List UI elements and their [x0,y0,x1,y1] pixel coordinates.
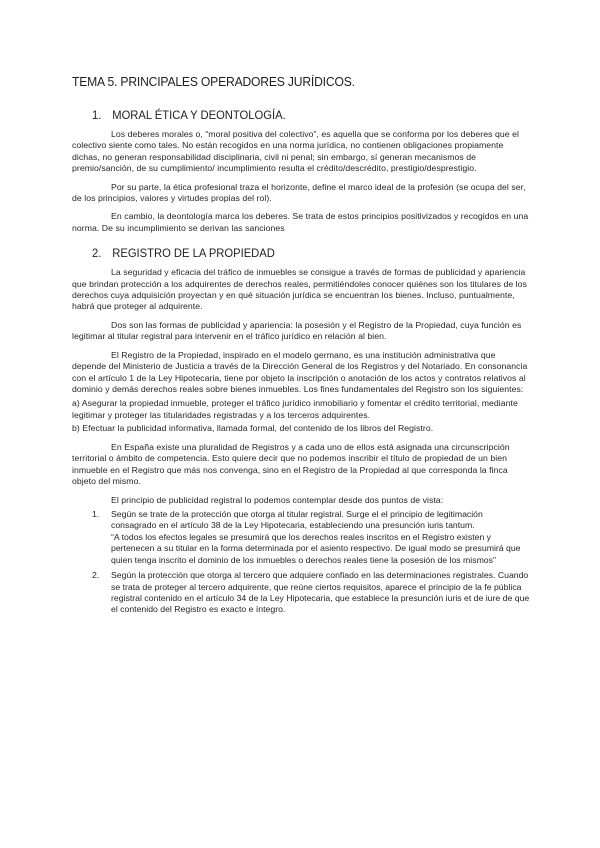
paragraph: En cambio, la deontología marca los deberes. Se trata de estos principios positivizados y recogidos en una norma. De su incumplimiento se derivan las sanciones [72,211,529,233]
list-item-number: 1. [92,509,100,520]
list-item-quote: “A todos los efectos legales se presumirá que los derechos reales inscritos en el Registro existen y pertenecen a su titular en la forma determinada por el asiento respectivo. De igual modo se presumirá que quien tenga inscrito el dominio de los inmuebles o derechos reales tiene la posesión de los mismos” [111,531,521,565]
paragraph: El principio de publicidad registral lo podemos contemplar desde dos puntos de vista: [111,494,444,505]
paragraph: Por su parte, la ética profesional traza el horizonte, define el marco ideal de la profesión (se ocupa del ser, de los principios, valores y virtudes propias del rol). [72,181,526,204]
section-moral-etica [72,108,530,234]
section-heading-text: MORAL ÉTICA Y DEONTOLOGÍA. [112,108,286,122]
paragraph: En España existe una pluralidad de Registros y a cada uno de ellos está asignada una circunscripción territorial o ámbito de competencia. Esto quiere decir que no podemos inscribir el título de propiedad de un bien inmueble en el Registro que más nos convenga, sino en el Registro de la Propiedad al que corresponda la finca objeto del mismo. [72,442,510,487]
section-heading-text: REGISTRO DE LA PROPIEDAD [112,246,275,261]
aim-item: b) Efectuar la publicidad informativa, llamada formal, del contenido de los libros del Registro. [72,422,434,433]
paragraph: La seguridad y eficacia del tráfico de inmuebles se consigue a través de formas de publicidad y apariencia que brindan protección a los adquirentes de derechos reales, permitiéndoles conocer quiénes son los titulares de los derechos cuya adquisición proyectan y en qué situación jurídica se encuentran los bienes. Incluso, puntualmente, habrá que proteger al adquirente. [72,267,527,312]
list-item [72,570,530,616]
list-item-text: Según la protección que otorga al tercero que adquiere confiado en las determinaciones registrales. Cuando se trata de proteger al tercero adquirente, que reúne ciertos requisitos, aparece el principio de la fe pública registral contenido en el artículo 34 de la Ley Hipotecaria, que establece la presunción iuris et de iure de que el contenido del Registro es exacto e íntegro. [111,570,530,615]
section-heading [92,246,495,261]
paragraph: Los deberes morales o, “moral positiva del colectivo”, es aquella que se conforma por los deberes que el colectivo siente como tales. No están recogidos en una norma jurídica, no contienen obligaciones propiamente dichas, no generan responsabilidad disciplinaria, civil ni penal; sin embargo, sí generan mecanismos de premio/sanción, de su cumplimiento/ incumplimiento resulta el crédito/descrédito, prestigio/desprestigio. [72,129,519,174]
section-heading [92,108,495,123]
section-registro-propiedad [72,246,530,615]
numbered-list [72,509,530,616]
section-number: 2. [92,246,102,261]
section-number: 1. [92,108,102,122]
list-item-text: Según se trate de la protección que otorga al titular registral. Surge el el principio de legitimación consagrado en el artículo 38 de la Ley Hipotecaria, estableciendo una presunción iuris tantum. [111,509,483,531]
aim-item: a) Asegurar la propiedad inmueble, proteger el tráfico jurídico inmobiliario y fomentar el crédito territorial, mediante legitimar y proteger las titularidades registradas y a los terceros adquirentes. [72,398,518,420]
list-item-number: 2. [92,570,100,581]
document-title: TEMA 5. PRINCIPALES OPERADORES JURÍDICOS. [72,74,355,89]
paragraph: El Registro de la Propiedad, inspirado en el modelo germano, es una institución administrativa que depende del Ministerio de Justicia a través de la Dirección General de los Registros y del Notariado. En consonancia con el artículo 1 de la Ley Hipotecaria, tiene por objeto la inscripción o anotación de los actos y contratos relativos al dominio y demás derechos reales sobre bienes inmuebles. Los fines fundamentales del Registro son los siguientes: [72,349,528,394]
list-item [72,509,530,566]
paragraph: Dos son las formas de publicidad y apariencia: la posesión y el Registro de la Propiedad, cuya función es legitimar al titular registral para intervenir en el tráfico jurídico en relación al bien. [72,319,522,342]
